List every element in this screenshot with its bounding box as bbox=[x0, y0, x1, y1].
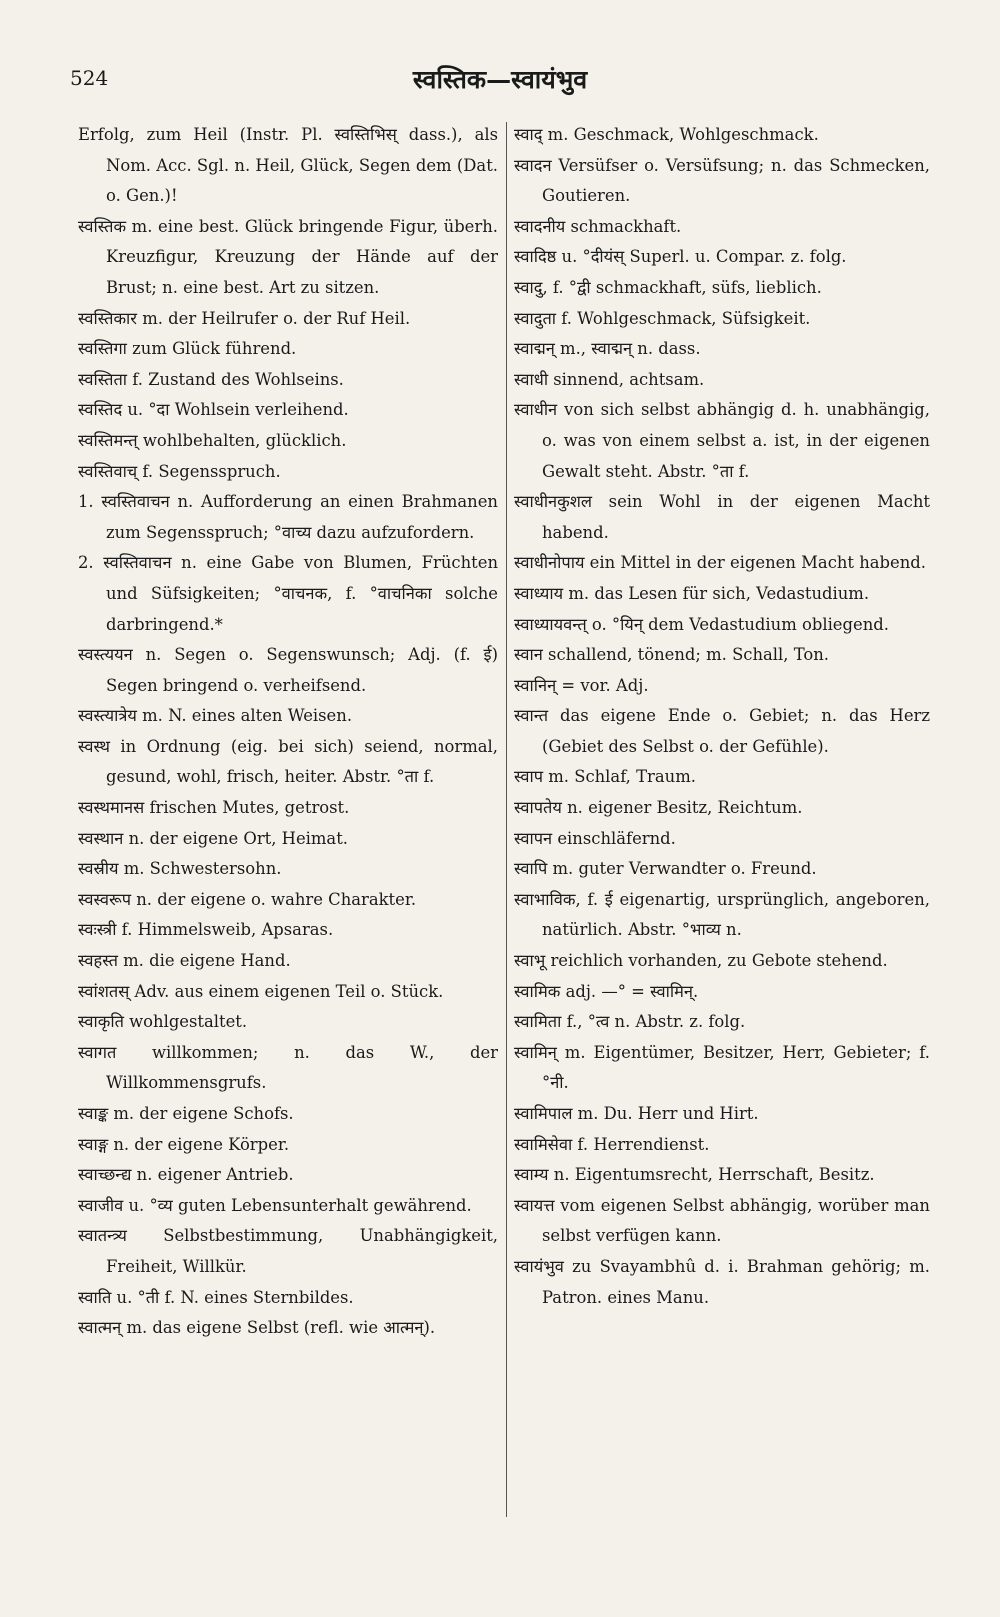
dictionary-entry: स्वायत्त vom eigenen Selbst abhängig, worüber man selbst verfügen kann. bbox=[514, 1195, 930, 1246]
dictionary-entry: स्वामिपाल m. Du. Herr und Hirt. bbox=[514, 1104, 759, 1123]
dictionary-entry: स्वःस्त्री f. Himmelsweib, Apsaras. bbox=[78, 920, 334, 940]
dictionary-entry: स्वातन्त्र्य Selbstbestimmung, Unabhängigkeit, Freiheit, Willkür. bbox=[78, 1226, 498, 1276]
dictionary-entry: स्वाच्छन्द्य n. eigener Antrieb. bbox=[78, 1165, 294, 1185]
dictionary-entry: स्वापि m. guter Verwandter o. Freund. bbox=[514, 859, 817, 879]
dictionary-entry: 2. स्वस्तिवाचन n. eine Gabe von Blumen, Früchten und Süfsigkeiten; °वाचनक, f. °वाचनिका solche darbringend.* bbox=[78, 553, 498, 634]
dictionary-entry: स्वागत willkommen; n. das W., der Willkommensgrufs. bbox=[78, 1042, 498, 1093]
dictionary-entry: स्वामिक adj. —° = स्वामिन्. bbox=[514, 981, 699, 1001]
dictionary-entry: स्वाध्यायवन्त् o. °यिन् dem Vedastudium obliegend. bbox=[514, 614, 889, 634]
dictionary-entry: स्वस्तिमन्त् wohlbehalten, glücklich. bbox=[78, 430, 347, 450]
dictionary-entry: स्वामिन् m. Eigentümer, Besitzer, Herr, Gebieter; f. °नी. bbox=[514, 1042, 930, 1093]
dictionary-entry: स्वाङ्क m. der eigene Schofs. bbox=[78, 1104, 294, 1123]
dictionary-entry: स्वस्तिवाच् f. Segensspruch. bbox=[78, 461, 281, 481]
right-column bbox=[514, 120, 930, 1313]
dictionary-entry: स्वहस्त m. die eigene Hand. bbox=[78, 951, 291, 971]
dictionary-entry: स्वाप m. Schlaf, Traum. bbox=[514, 767, 696, 787]
dictionary-entry: स्वात्मन् m. das eigene Selbst (refl. wie आत्मन्). bbox=[78, 1318, 436, 1338]
dictionary-entry: स्वामिता f., °त्व n. Abstr. z. folg. bbox=[514, 1012, 746, 1032]
dictionary-entry: स्वाधीनोपाय ein Mittel in der eigenen Macht habend. bbox=[514, 553, 927, 573]
column-divider bbox=[506, 122, 507, 1517]
dictionary-entry: स्वस्थमानस frischen Mutes, getrost. bbox=[78, 798, 350, 818]
dictionary-entry: स्वाङ्ग n. der eigene Körper. bbox=[78, 1134, 290, 1154]
dictionary-entry: स्वस्त्ययन n. Segen o. Segenswunsch; Adj. (f. ई) Segen bringend o. verheifsend. bbox=[78, 645, 498, 695]
page-number: 524 bbox=[70, 66, 109, 90]
dictionary-entry: स्वाधी sinnend, achtsam. bbox=[514, 369, 705, 389]
dictionary-entry: स्वानिन् = vor. Adj. bbox=[514, 675, 649, 695]
dictionary-entry: स्वान schallend, tönend; m. Schall, Ton. bbox=[514, 645, 830, 665]
dictionary-entry: स्वामिसेवा f. Herrendienst. bbox=[514, 1134, 710, 1154]
dictionary-entry: स्वादनीय schmackhaft. bbox=[514, 216, 682, 236]
dictionary-entry: स्वस्वरूप n. der eigene o. wahre Charakter. bbox=[78, 889, 417, 909]
dictionary-entry: स्वादिष्ठ u. °दीयंस् Superl. u. Compar. z. folg. bbox=[514, 247, 847, 267]
dictionary-entry: स्वादु, f. °द्वी schmackhaft, süfs, lieblich. bbox=[514, 277, 822, 297]
dictionary-entry: स्वाधीन von sich selbst abhängig d. h. unabhängig, o. was von einem selbst a. ist, in der eigenen Gewalt steht. Abstr. °ता f. bbox=[514, 400, 930, 481]
dictionary-entry: स्वस्थान n. der eigene Ort, Heimat. bbox=[78, 828, 349, 848]
dictionary-entry: स्वाकृति wohlgestaltet. bbox=[78, 1012, 248, 1032]
left-column bbox=[78, 120, 498, 1344]
dictionary-entry: स्वस्तिता f. Zustand des Wohlseins. bbox=[78, 369, 344, 389]
dictionary-entry: स्वादुता f. Wohlgeschmack, Süfsigkeit. bbox=[514, 308, 811, 328]
dictionary-entry: स्वस्रीय m. Schwestersohn. bbox=[78, 859, 282, 879]
dictionary-entry: स्वांशतस् Adv. aus einem eigenen Teil o. Stück. bbox=[78, 981, 444, 1001]
dictionary-entry: स्वापतेय n. eigener Besitz, Reichtum. bbox=[514, 798, 803, 818]
dictionary-entry: स्वापन einschläfernd. bbox=[514, 828, 676, 848]
dictionary-entry: स्वस्तिद u. °दा Wohlsein verleihend. bbox=[78, 400, 349, 420]
dictionary-entry: स्वाध्याय m. das Lesen für sich, Vedastudium. bbox=[514, 583, 870, 603]
dictionary-entry: Erfolg, zum Heil (Instr. Pl. स्वस्तिभिस् dass.), als Nom. Acc. Sgl. n. Heil, Glück, Segen dem (Dat. o. Gen.)! bbox=[78, 125, 498, 206]
dictionary-entry: स्वस्त्यात्रेय m. N. eines alten Weisen. bbox=[78, 706, 353, 726]
dictionary-entry: स्वाभाविक, f. ई eigenartig, ursprünglich, angeboren, natürlich. Abstr. °भाव्य n. bbox=[514, 889, 930, 940]
running-head: स्वस्तिक—स्वायंभुव bbox=[412, 65, 588, 94]
dictionary-entry: स्वायंभुव zu Svayambhû d. i. Brahman gehörig; m. Patron. eines Manu. bbox=[514, 1256, 930, 1307]
dictionary-entry: स्वाधीनकुशल sein Wohl in der eigenen Macht habend. bbox=[514, 492, 930, 542]
dictionary-entry: स्वाति u. °ती f. N. eines Sternbildes. bbox=[78, 1287, 354, 1307]
dictionary-entry: स्वाद्मन् m., स्वाद्मन् n. dass. bbox=[514, 339, 701, 359]
dictionary-entry: स्वाभू reichlich vorhanden, zu Gebote stehend. bbox=[514, 951, 888, 971]
dictionary-entry: स्वाजीव u. °व्य guten Lebensunterhalt gewährend. bbox=[78, 1195, 472, 1215]
dictionary-entry: स्वान्त das eigene Ende o. Gebiet; n. das Herz (Gebiet des Selbst o. der Gefühle). bbox=[514, 706, 930, 756]
dictionary-entry: 1. स्वस्तिवाचन n. Aufforderung an einen Brahmanen zum Segensspruch; °वाच्य dazu aufzufordern. bbox=[78, 492, 498, 542]
dictionary-entry: स्वादन Versüfser o. Versüfsung; n. das Schmecken, Goutieren. bbox=[514, 155, 930, 206]
dictionary-entry: स्वस्तिक m. eine best. Glück bringende Figur, überh. Kreuzfigur, Kreuzung der Hände auf der Brust; n. eine best. Art zu sitzen. bbox=[78, 216, 498, 297]
dictionary-entry: स्वाम्य n. Eigentumsrecht, Herrschaft, Besitz. bbox=[514, 1165, 875, 1185]
dictionary-entry: स्वाद् m. Geschmack, Wohlgeschmack. bbox=[514, 125, 819, 144]
dictionary-entry: स्वस्तिगा zum Glück führend. bbox=[78, 339, 297, 359]
dictionary-entry: स्वस्थ in Ordnung (eig. bei sich) seiend, normal, gesund, wohl, frisch, heiter. Abstr. °ता f. bbox=[78, 736, 498, 787]
dictionary-entry: स्वस्तिकार m. der Heilrufer o. der Ruf Heil. bbox=[78, 308, 411, 328]
